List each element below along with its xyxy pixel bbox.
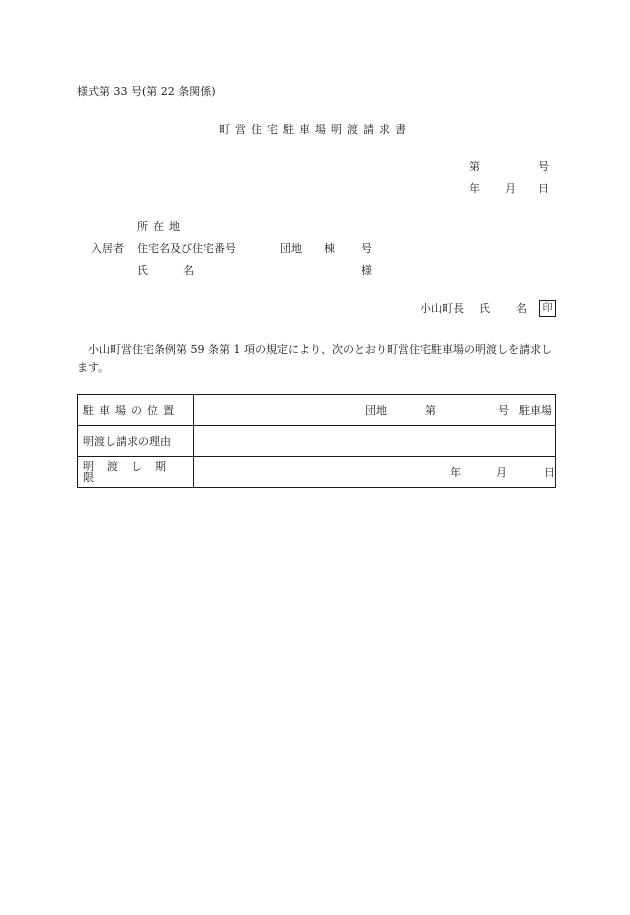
row-label-reason: 明渡し請求の理由 xyxy=(78,426,194,457)
housing-mune: 棟 xyxy=(324,242,335,255)
resident-name-label-2: 名 xyxy=(183,264,194,277)
table-row xyxy=(78,426,556,457)
issuer-name-label-2: 名 xyxy=(516,302,527,315)
housing-danchi: 団地 xyxy=(280,242,302,255)
parking-location-value xyxy=(194,395,556,426)
issuer-name-label-1: 氏 xyxy=(479,302,490,315)
form-number-label: 様式第 33 号(第 22 条関係) xyxy=(77,85,216,98)
seal-mark: 印 xyxy=(539,300,556,317)
date-year: 年 xyxy=(469,182,480,195)
row-label-parking-location: 駐車場の位置 xyxy=(78,395,194,426)
location-danchi: 団地 xyxy=(365,404,387,417)
deadline-year: 年 xyxy=(450,466,461,479)
number-dai: 第 xyxy=(469,160,480,173)
address-label: 所在地 xyxy=(137,220,185,233)
deadline-value xyxy=(194,457,556,488)
request-table xyxy=(77,394,556,488)
resident-name-label-1: 氏 xyxy=(137,264,148,277)
deadline-day: 日 xyxy=(544,466,555,479)
deadline-month: 月 xyxy=(496,466,507,479)
issuer-title: 小山町長 xyxy=(420,302,464,315)
date-month: 月 xyxy=(505,182,516,195)
location-go: 号 xyxy=(498,404,509,417)
housing-go: 号 xyxy=(361,242,372,255)
location-dai: 第 xyxy=(425,404,436,417)
location-parking: 駐車場 xyxy=(519,404,552,417)
document-title: 町営住宅駐車場明渡請求書 xyxy=(219,123,411,136)
resident-label: 入居者 xyxy=(91,242,124,255)
honorific: 様 xyxy=(361,264,372,277)
row-label-deadline: 明渡し期限 xyxy=(78,457,194,488)
table-row xyxy=(78,395,556,426)
number-go: 号 xyxy=(538,160,549,173)
reason-value xyxy=(194,426,556,457)
date-day: 日 xyxy=(538,182,549,195)
request-body-text: 小山町営住宅条例第 59 条第 1 項の規定により、次のとおり町営住宅駐車場の明渡しを請求します。 xyxy=(77,343,552,374)
housing-label: 住宅名及び住宅番号 xyxy=(137,242,236,255)
table-row xyxy=(78,457,556,488)
